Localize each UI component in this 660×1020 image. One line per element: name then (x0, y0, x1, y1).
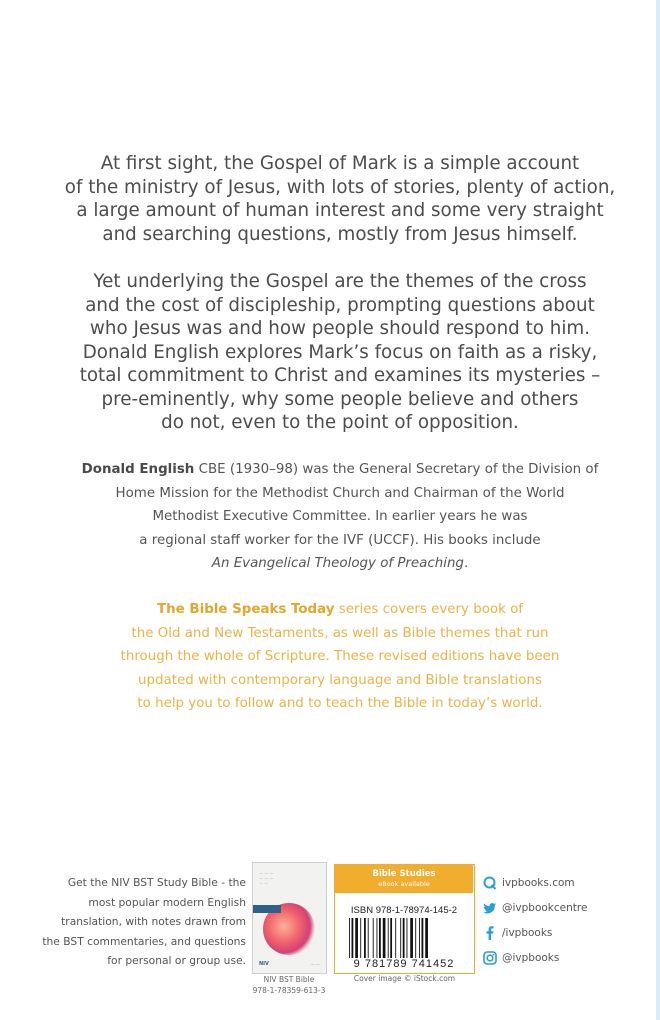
bio-line: CBE (1930–98) was the General Secretary of the Division of (194, 462, 599, 477)
barcode-bar (390, 918, 392, 958)
barcode-bar (388, 918, 389, 958)
author-name: Donald English (81, 462, 195, 477)
barcode-bar (403, 918, 405, 958)
barcode-bar (422, 918, 424, 958)
series-line: the Old and New Testaments, as well as Bible themes that run (131, 625, 549, 641)
series-line: updated with contemporary language and Bible translations (138, 672, 542, 688)
barcode-bar (415, 918, 416, 958)
description-line: a large amount of human interest and some very straight (76, 200, 604, 221)
barcode-bar (407, 918, 408, 958)
barcode-bar (395, 918, 396, 958)
twitter-label: @ivpbookcentre (502, 901, 588, 914)
ebook-label: eBook available (378, 880, 430, 888)
thumbnail-bst-mark: — — (310, 962, 320, 967)
thumbnail-caption (248, 974, 330, 996)
barcode-bar (383, 918, 386, 958)
twitter-icon (483, 901, 497, 915)
description-line: and the cost of discipleship, prompting questions about (85, 294, 595, 316)
description-paragraph-2 (60, 270, 620, 435)
promo-line: Get the NIV BST Study Bible - the (67, 876, 246, 889)
description-line: do not, even to the point of opposition. (161, 412, 519, 433)
description-line: Donald English explores Mark’s focus on faith as a risky, (82, 341, 598, 363)
barcode-bar (364, 918, 366, 958)
study-bible-cover-thumbnail (252, 862, 327, 974)
social-row-facebook[interactable] (483, 920, 653, 945)
barcode (349, 918, 459, 958)
promo-line: for personal or group use. (107, 954, 246, 968)
thumbnail-title: NIV BST Bible (263, 975, 315, 984)
barcode-bar (377, 918, 378, 958)
promo-line: the BST commentaries, and questions (42, 934, 246, 948)
barcode-bar (419, 918, 420, 958)
thumbnail-cover-text-decoration: — — — — — — — — (259, 871, 274, 886)
cover-image-credit: Cover image © iStock.com (353, 974, 456, 983)
social-links (483, 870, 653, 970)
series-line: to help you to follow and to teach the Bible in today’s world. (137, 696, 543, 712)
barcode-bar (373, 918, 374, 958)
barcode-digits: 9 781789 741452 (353, 958, 455, 970)
ivp-q-icon (483, 876, 497, 890)
barcode-bar (368, 918, 369, 958)
isbn-text: ISBN 978-1-78974-145-2 (350, 905, 458, 916)
promo-line: translation, with notes drawn from (61, 915, 246, 929)
category-header (335, 865, 473, 893)
book-title: An Evangelical Theology of Preaching (211, 556, 464, 572)
thumbnail-niv-mark: NIV (259, 961, 269, 967)
barcode-bar (425, 918, 428, 958)
bio-line: Home Mission for the Methodist Church and Chairman of the World (115, 485, 565, 501)
series-line: series covers every book of (334, 602, 524, 617)
description-line: Yet underlying the Gospel are the themes of the cross (93, 271, 587, 292)
social-row-instagram[interactable] (483, 945, 653, 970)
instagram-icon (483, 951, 497, 965)
facebook-label: /ivpbooks (502, 926, 553, 939)
bio-line: a regional staff worker for the IVF (UCCF). His books include (139, 532, 541, 548)
instagram-label: @ivpbooks (502, 951, 560, 964)
promo-line: most popular modern English (88, 895, 246, 909)
series-line: through the whole of Scripture. These revised editions have been (120, 649, 560, 665)
description-line: At first sight, the Gospel of Mark is a simple account (100, 153, 580, 174)
website-label: ivpbooks.com (502, 876, 575, 889)
series-name: The Bible Speaks Today (156, 602, 335, 617)
barcode-panel (334, 864, 475, 974)
barcode-bar (355, 918, 358, 958)
description-line: and searching questions, mostly from Jesus himself. (102, 223, 578, 245)
series-description (80, 598, 600, 716)
thumbnail-isbn: 978-1-78359-613-3 (252, 986, 326, 995)
description-line: pre-eminently, why some people believe and others (101, 388, 579, 410)
barcode-bar (400, 918, 401, 958)
description-line: total commitment to Christ and examines its mysteries – (79, 365, 601, 386)
bio-line: Methodist Executive Committee. In earlier years he was (152, 509, 528, 525)
barcode-bar (410, 918, 413, 958)
description-line: who Jesus was and how people should respond to him. (89, 318, 591, 339)
author-bio (60, 458, 620, 576)
barcode-bar (349, 918, 350, 958)
barcode-bar (360, 918, 361, 958)
description-line: of the ministry of Jesus, with lots of stories, plenty of action, (64, 176, 616, 198)
bio-line-end: . (463, 556, 469, 572)
spine-edge-strip (656, 0, 660, 1020)
barcode-bar (379, 918, 381, 958)
category-label: Bible Studies (372, 869, 436, 879)
study-bible-promo (40, 873, 246, 971)
barcode-bar (352, 918, 354, 958)
social-row-twitter[interactable] (483, 895, 653, 920)
description-paragraph-1 (60, 152, 620, 246)
thumbnail-blue-bar (253, 905, 281, 913)
social-row-website[interactable] (483, 870, 653, 895)
facebook-icon (483, 926, 497, 940)
